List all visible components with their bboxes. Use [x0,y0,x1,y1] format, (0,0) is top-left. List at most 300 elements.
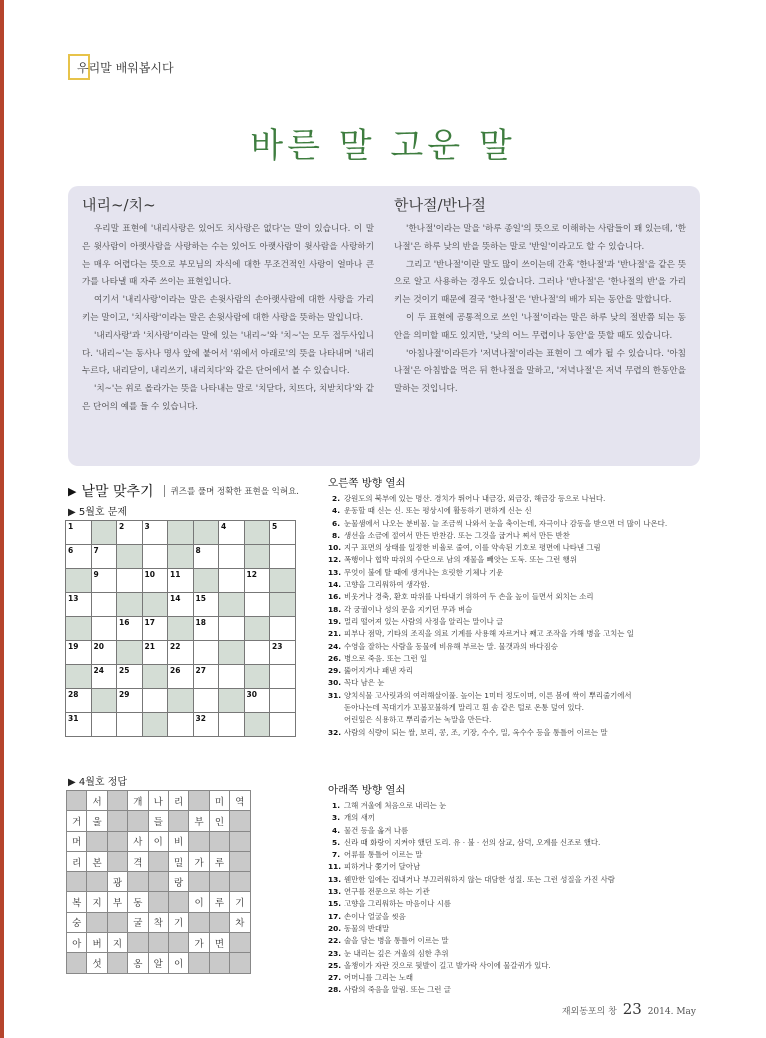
grid-row [66,713,296,737]
grid-cell [66,617,92,641]
answer-cell: 사 [128,831,148,851]
clue-number: 21. [328,629,342,639]
clue-number: 3. [332,813,340,823]
cell-number: 14 [170,594,181,603]
answer-cell [209,872,229,892]
answer-cell [189,953,209,973]
clue-number: 22. [328,936,342,946]
grid-cell [244,545,270,569]
clue-text: 눈물샘에서 나오는 분비물. 늘 조금씩 나와서 눈을 축이는데, 자극이나 감동을 받으면 더 많이 나온다. [344,518,668,528]
clue-number: 4. [332,825,340,835]
answer-cell: 섯 [87,953,107,973]
grid-cell [168,521,194,545]
answer-cell: 서 [87,791,107,811]
answer-cell [67,872,87,892]
grid-cell [142,665,168,689]
clue-text: 신라 때 화랑이 지켜야 했던 도리. 유 · 불 · 선의 삼교, 삼덕, 오계를 신조로 했다. [344,837,601,847]
grid-cell [142,641,168,665]
footer-publication: 재외동포의 창 [561,1007,617,1017]
grid-cell [91,545,117,569]
clue-number: 32. [328,727,342,737]
cell-number: 32 [195,714,206,723]
grid-row [66,569,296,593]
down-list [328,800,708,997]
clue-number: 13. [328,567,342,577]
across-heading: 오른쪽 방향 열쇠 [328,477,406,489]
clue-number: 31. [328,690,342,700]
grid-cell [117,665,143,689]
grid-cell [168,617,194,641]
answer-cell: 기 [230,892,250,912]
answer-cell [189,831,209,851]
clue-text: 병으로 죽음. 또는 그런 일 [344,653,428,663]
answer-cell: 개 [128,791,148,811]
answer-cell: 거 [67,811,87,831]
clue-item [328,911,708,923]
grid-cell [168,593,194,617]
article-paragraph: '치~'는 위로 올라가는 뜻을 나타내는 말로 '치닫다, 치뜨다, 치받치다'와 같은 단어의 예를 들 수 있습니다. [82,384,374,412]
clue-number: 8. [332,530,340,540]
clue-item [328,849,708,861]
grid-cell [168,545,194,569]
grid-cell [66,569,92,593]
cell-number: 18 [195,618,206,627]
grid-cell [91,569,117,593]
clue-text: 뚫어지거나 패낸 자리 [344,666,413,676]
grid-cell [219,713,245,737]
grid-cell [91,617,117,641]
article-paragraph: 이 두 표현에 공통적으로 쓰인 '나절'이라는 말은 하루 낮의 절반쯤 되는 동안을 의미할 때도 있지만, '낮의 어느 무렵이나 동안'을 뜻할 때도 있습니다. [394,312,686,341]
clue-text: 연구를 전문으로 하는 기관 [344,887,430,897]
grid-cell [193,521,219,545]
clue-number: 15. [328,899,342,909]
clue-text: 그해 겨울에 처음으로 내리는 눈 [344,801,447,810]
answer-cell [189,912,209,932]
cell-number: 19 [68,642,79,651]
clue-item [328,530,708,542]
article-box [68,186,700,466]
grid-cell [168,641,194,665]
page-number: 23 [622,1000,642,1018]
grid-cell [193,545,219,569]
answer-cell: 버 [87,933,107,953]
answer-cell [107,811,127,831]
grid-cell [117,545,143,569]
article-heading: 내리~/치~ [82,196,156,214]
answer-row [67,872,251,892]
clue-text: 고향을 그리워하는 마음이나 시름 [344,899,452,909]
answer-cell [230,811,250,831]
clue-item [328,837,708,849]
clue-number: 28. [328,985,342,995]
clue-item [328,591,708,603]
clue-number: 24. [328,641,342,651]
answer-cell: 머 [67,831,87,851]
cell-number: 4 [221,522,227,531]
grid-label-text: 5월호 문제 [78,507,128,518]
cell-number: 7 [93,546,99,555]
answer-cell: 리 [67,851,87,871]
grid-cell [193,689,219,713]
answer-cell [128,811,148,831]
answer-row [67,933,251,953]
clue-item [328,542,708,554]
grid-row [66,545,296,569]
answer-cell: 기 [168,912,188,932]
clue-text: 올챙이가 자란 것으로 뒷발이 길고 발가락 사이에 물갈퀴가 있다. [344,960,551,970]
answer-cell [107,851,127,871]
grid-cell [117,617,143,641]
cell-number: 10 [144,570,155,579]
grid-row [66,665,296,689]
footer-date: 2014. May [647,1007,696,1017]
puzzle-header [68,481,299,501]
cell-number: 2 [119,522,125,531]
clue-number: 27. [328,973,342,983]
grid-label [68,503,127,518]
grid-cell [193,665,219,689]
answer-cell [189,791,209,811]
grid-cell [193,641,219,665]
page-title: 바른 말 고운 말 [250,126,516,166]
answer-cell [230,953,250,973]
triangle-bullet-icon: ▶ [68,507,76,518]
grid-cell [142,521,168,545]
grid-cell [219,665,245,689]
answer-cell [230,831,250,851]
answer-cell: 동 [128,892,148,912]
answer-cell [168,933,188,953]
answer-cell [128,872,148,892]
answer-cell [107,953,127,973]
clue-item [328,972,708,984]
grid-cell [244,593,270,617]
clue-text: 운동할 때 신는 신. 또는 평상시에 활동하기 편하게 신는 신 [344,506,532,516]
grid-cell [270,665,296,689]
grid-cell [219,617,245,641]
clue-item [328,677,708,689]
grid-cell [270,521,296,545]
answer-cell: 아 [67,933,87,953]
grid-cell [219,641,245,665]
answer-cell [209,831,229,851]
clue-text: 어머니를 그리는 노래 [344,973,413,983]
section-tag [68,54,174,80]
grid-cell [168,665,194,689]
answer-cell [230,872,250,892]
clue-number: 11. [328,862,342,872]
grid-cell [66,665,92,689]
grid-cell [117,593,143,617]
grid-cell [270,545,296,569]
cell-number: 15 [195,594,206,603]
clue-text: 돋아나는데 꼭대기가 꼬불꼬불하게 말리고 흰 솜 같은 털로 온통 덮여 있다. [344,703,585,713]
clue-number: 18. [328,604,342,614]
article-paragraph: 여기서 '내리사랑'이라는 말은 손윗사람의 손아랫사람에 대한 사랑을 가리키는 말이고, '치사랑'이라는 말은 손윗사람에 대한 사랑을 뜻하는 말입니다. [82,295,374,323]
grid-cell [168,689,194,713]
clue-item [328,714,708,726]
grid-cell [244,665,270,689]
grid-cell [142,593,168,617]
cell-number: 25 [119,666,130,675]
down-heading: 아래쪽 방향 열쇠 [328,784,406,796]
answer-cell: 광 [107,872,127,892]
cell-number: 24 [93,666,104,675]
answer-cell [67,953,87,973]
clue-number: 12. [328,555,342,565]
cell-number: 5 [272,522,278,531]
clue-item [328,702,708,714]
grid-cell [91,593,117,617]
clue-text: 비웃거나 경축, 환호 따위를 나타내기 위하여 두 손을 높이 들면서 외치는 소리 [344,592,594,602]
grid-cell [244,521,270,545]
answer-cell: 나 [148,791,168,811]
grid-cell [117,713,143,737]
clue-number: 13. [328,887,342,897]
clue-text: 어류를 통틀어 이르는 말 [344,850,423,860]
clue-number: 10. [328,543,342,553]
across-list [328,493,708,739]
clue-number: 29. [328,666,342,676]
grid-cell [244,569,270,593]
cell-number: 23 [272,642,283,651]
clue-item [328,554,708,566]
clue-item [328,898,708,910]
clue-item [328,825,708,837]
down-clues [328,782,708,997]
clue-number: 13. [328,874,342,884]
grid-cell [219,545,245,569]
cell-number: 27 [195,666,206,675]
answer-cell: 이 [148,831,168,851]
answer-cell [189,872,209,892]
grid-cell [66,689,92,713]
clue-text: 폭행이나 협박 따위의 수단으로 남의 재물을 빼앗는 도둑. 또는 그런 행위 [344,555,577,565]
answer-cell [87,912,107,932]
grid-cell [142,689,168,713]
page-footer [562,1000,696,1018]
answer-cell [148,892,168,912]
clue-text: 개의 새끼 [344,813,375,823]
answer-cell: 이 [189,892,209,912]
cell-number: 17 [144,618,155,627]
cell-number: 3 [144,522,150,531]
clue-text: 강원도의 북부에 있는 명산. 경치가 뛰어나 내금강, 외금강, 해금강 등으로 나뉜다. [344,494,606,503]
clue-item [328,874,708,886]
article-paragraph: '한나절'이라는 말을 '하루 종일'의 뜻으로 이해하는 사람들이 꽤 있는데, '한나절'은 하루 낮의 반을 뜻하는 말로 '반일'이라고도 할 수 있습니다. [394,224,686,252]
cell-number: 28 [68,690,79,699]
cell-number: 30 [246,690,257,699]
answer-cell: 이 [168,953,188,973]
answer-cell: 알 [148,953,168,973]
clue-item [328,812,708,824]
grid-cell [66,545,92,569]
article-paragraph: '아침나절'이라든가 '저녁나절'이라는 표현이 그 예가 될 수 있습니다. '아침나절'은 아침밥을 먹은 뒤 한나절을 말하고, '저녁나절'은 저녁 무렵의 한동안을 말하는 것입니다. [394,348,686,395]
answer-cell: 루 [209,892,229,912]
clue-text: 고향을 그리워하여 생각함. [344,580,430,590]
cell-number: 26 [170,666,181,675]
puzzle-title: 낱말 맞추기 [81,484,154,500]
answer-cell [168,811,188,831]
clue-number: 30. [328,678,342,688]
article-paragraph: '내리사랑'과 '치사랑'이라는 말에 있는 '내리~'와 '치~'는 모두 접두사입니다. '내리~'는 동사나 명사 앞에 붙어서 '위에서 아래로'의 뜻을 나타내며 '내리누르다, 내리닫이, 내리쓰기, 내리치다'와 같은 단어에서 볼 수 있습니다. [82,330,374,377]
grid-row [66,689,296,713]
clue-item [328,984,708,996]
answer-row [67,831,251,851]
clue-item [328,935,708,947]
clue-item [328,800,708,812]
answer-cell [107,831,127,851]
answer-cell: 랑 [168,872,188,892]
article-naeri [82,194,374,417]
crossword-grid [65,520,296,737]
answer-cell: 복 [67,892,87,912]
clue-text: 손이나 얼굴을 씻음 [344,911,406,921]
answer-row [67,811,251,831]
answer-cell: 밀 [168,851,188,871]
cell-number: 31 [68,714,79,723]
clue-item [328,518,708,530]
cell-number: 21 [144,642,155,651]
clue-text: 양치식물 고사릿과의 여러해살이풀. 높이는 1미터 정도이며, 이른 봄에 싹이 뿌리줄기에서 [344,690,632,700]
grid-cell [142,617,168,641]
answer-cell: 울 [87,811,107,831]
clue-item [328,653,708,665]
answer-cell: 숭 [67,912,87,932]
grid-cell [270,641,296,665]
grid-row [66,593,296,617]
clue-item [328,604,708,616]
clue-text: 눈 내리는 깊은 겨울의 심한 추위 [344,948,449,958]
answer-cell [209,912,229,932]
answer-cell [107,791,127,811]
grid-cell [91,665,117,689]
answer-grid [66,790,251,974]
grid-cell [142,713,168,737]
clue-number: 6. [332,518,340,528]
answer-cell: 옹 [128,953,148,973]
clue-number: 17. [328,911,342,921]
answer-cell [87,831,107,851]
grid-cell [193,713,219,737]
answer-cell [209,953,229,973]
clue-item [328,886,708,898]
grid-cell [66,521,92,545]
grid-cell [117,569,143,593]
answer-label-text: 4월호 정답 [78,777,128,788]
grid-cell [91,713,117,737]
clue-item [328,505,708,517]
clue-text: 사람의 식량이 되는 쌀, 보리, 콩, 조, 기장, 수수, 밀, 옥수수 등을 통틀어 이르는 말 [344,727,608,737]
cell-number: 12 [246,570,257,579]
answer-cell: 들 [148,811,168,831]
clue-item [328,628,708,640]
grid-cell [91,641,117,665]
grid-cell [270,689,296,713]
grid-cell [244,641,270,665]
answer-row [67,892,251,912]
cell-number: 20 [93,642,104,651]
clue-item [328,923,708,935]
grid-cell [117,521,143,545]
grid-cell [270,617,296,641]
answer-cell: 차 [230,912,250,932]
cell-number: 16 [119,618,130,627]
clue-text: 수영을 잘하는 사람을 동물에 비유해 부르는 말. 물갯과의 바다짐승 [344,641,558,651]
answer-row [67,912,251,932]
answer-row [67,953,251,973]
clue-number: 1. [332,801,340,810]
clue-item [328,665,708,677]
clue-item [328,567,708,579]
grid-cell [193,569,219,593]
grid-cell [270,569,296,593]
clue-number: 19. [328,616,342,626]
answer-cell: 리 [168,791,188,811]
clue-text: 무엇이 불에 탈 때에 생겨나는 흐릿한 기체나 기운 [344,567,504,577]
grid-cell [244,713,270,737]
clue-item [328,579,708,591]
clue-number: 2. [332,494,340,503]
answer-cell: 굴 [128,912,148,932]
article-paragraph: 그리고 '반나절'이란 말도 많이 쓰이는데 간혹 '한나절'과 '반나절'을 같은 뜻으로 알고 사용하는 경우도 있습니다. 그러나 '반나절'은 '한나절의 반'을 가리키는 것이기 때문에 결국 '한나절'은 '반나절'의 배가 되는 동안을 말합니다. [394,259,686,306]
cell-number: 9 [93,570,99,579]
grid-cell [91,521,117,545]
grid-cell [142,569,168,593]
grid-cell [219,569,245,593]
grid-cell [219,521,245,545]
grid-row [66,617,296,641]
clue-item [328,948,708,960]
clue-text: 물건 등을 옮겨 나름 [344,825,409,835]
puzzle-subtitle: 퀴즈를 풀며 정확한 표현을 익혀요. [164,485,299,497]
grid-cell [270,713,296,737]
grid-cell [219,593,245,617]
answer-row [67,791,251,811]
answer-cell: 본 [87,851,107,871]
clue-item [328,960,708,972]
clue-item [328,861,708,873]
grid-cell [91,689,117,713]
clue-item [328,690,708,702]
grid-cell [219,689,245,713]
grid-cell [244,689,270,713]
grid-row [66,521,296,545]
article-paragraph: 우리말 표현에 '내리사랑은 있어도 치사랑은 없다'는 말이 있습니다. 이 말은 윗사람이 아랫사람을 사랑하는 수는 있어도 아랫사람이 윗사람을 사랑하기는 매우 어렵다는 뜻으로 부모님의 자식에 대한 무조건적인 사랑이 얼마나 큰가를 나타낼 때 자주 쓰이는 표현입니다. [82,224,374,288]
grid-cell [270,593,296,617]
grid-cell [117,641,143,665]
answer-cell [148,872,168,892]
clue-text: 술을 담는 병을 통틀어 이르는 말 [344,936,449,946]
answer-cell [230,933,250,953]
answer-cell: 격 [128,851,148,871]
grid-cell [168,569,194,593]
clue-text: 피부나 점막, 기타의 조직을 의료 기계를 사용해 자르거나 째고 조작을 가해 병을 고치는 일 [344,629,634,639]
clue-item [328,727,708,739]
grid-cell [142,545,168,569]
clue-number: 26. [328,653,342,663]
cell-number: 29 [119,690,130,699]
clue-text: 지구 표면의 상태를 일정한 비율로 줄여, 이를 약속된 기호로 평면에 나타낸 그림 [344,543,601,553]
clue-number: 25. [328,960,342,970]
clue-text: 생선을 소금에 절여서 만든 반찬감. 또는 그것을 굽거나 쪄서 만든 반찬 [344,530,570,540]
answer-cell [148,933,168,953]
clue-text: 어린잎은 식용하고 뿌리줄기는 녹말을 만든다. [344,715,492,725]
clue-item [328,616,708,628]
grid-cell [193,617,219,641]
across-clues [328,475,708,739]
clue-text: 각 궁궐이나 성의 문을 지키던 무과 벼슬 [344,604,473,614]
